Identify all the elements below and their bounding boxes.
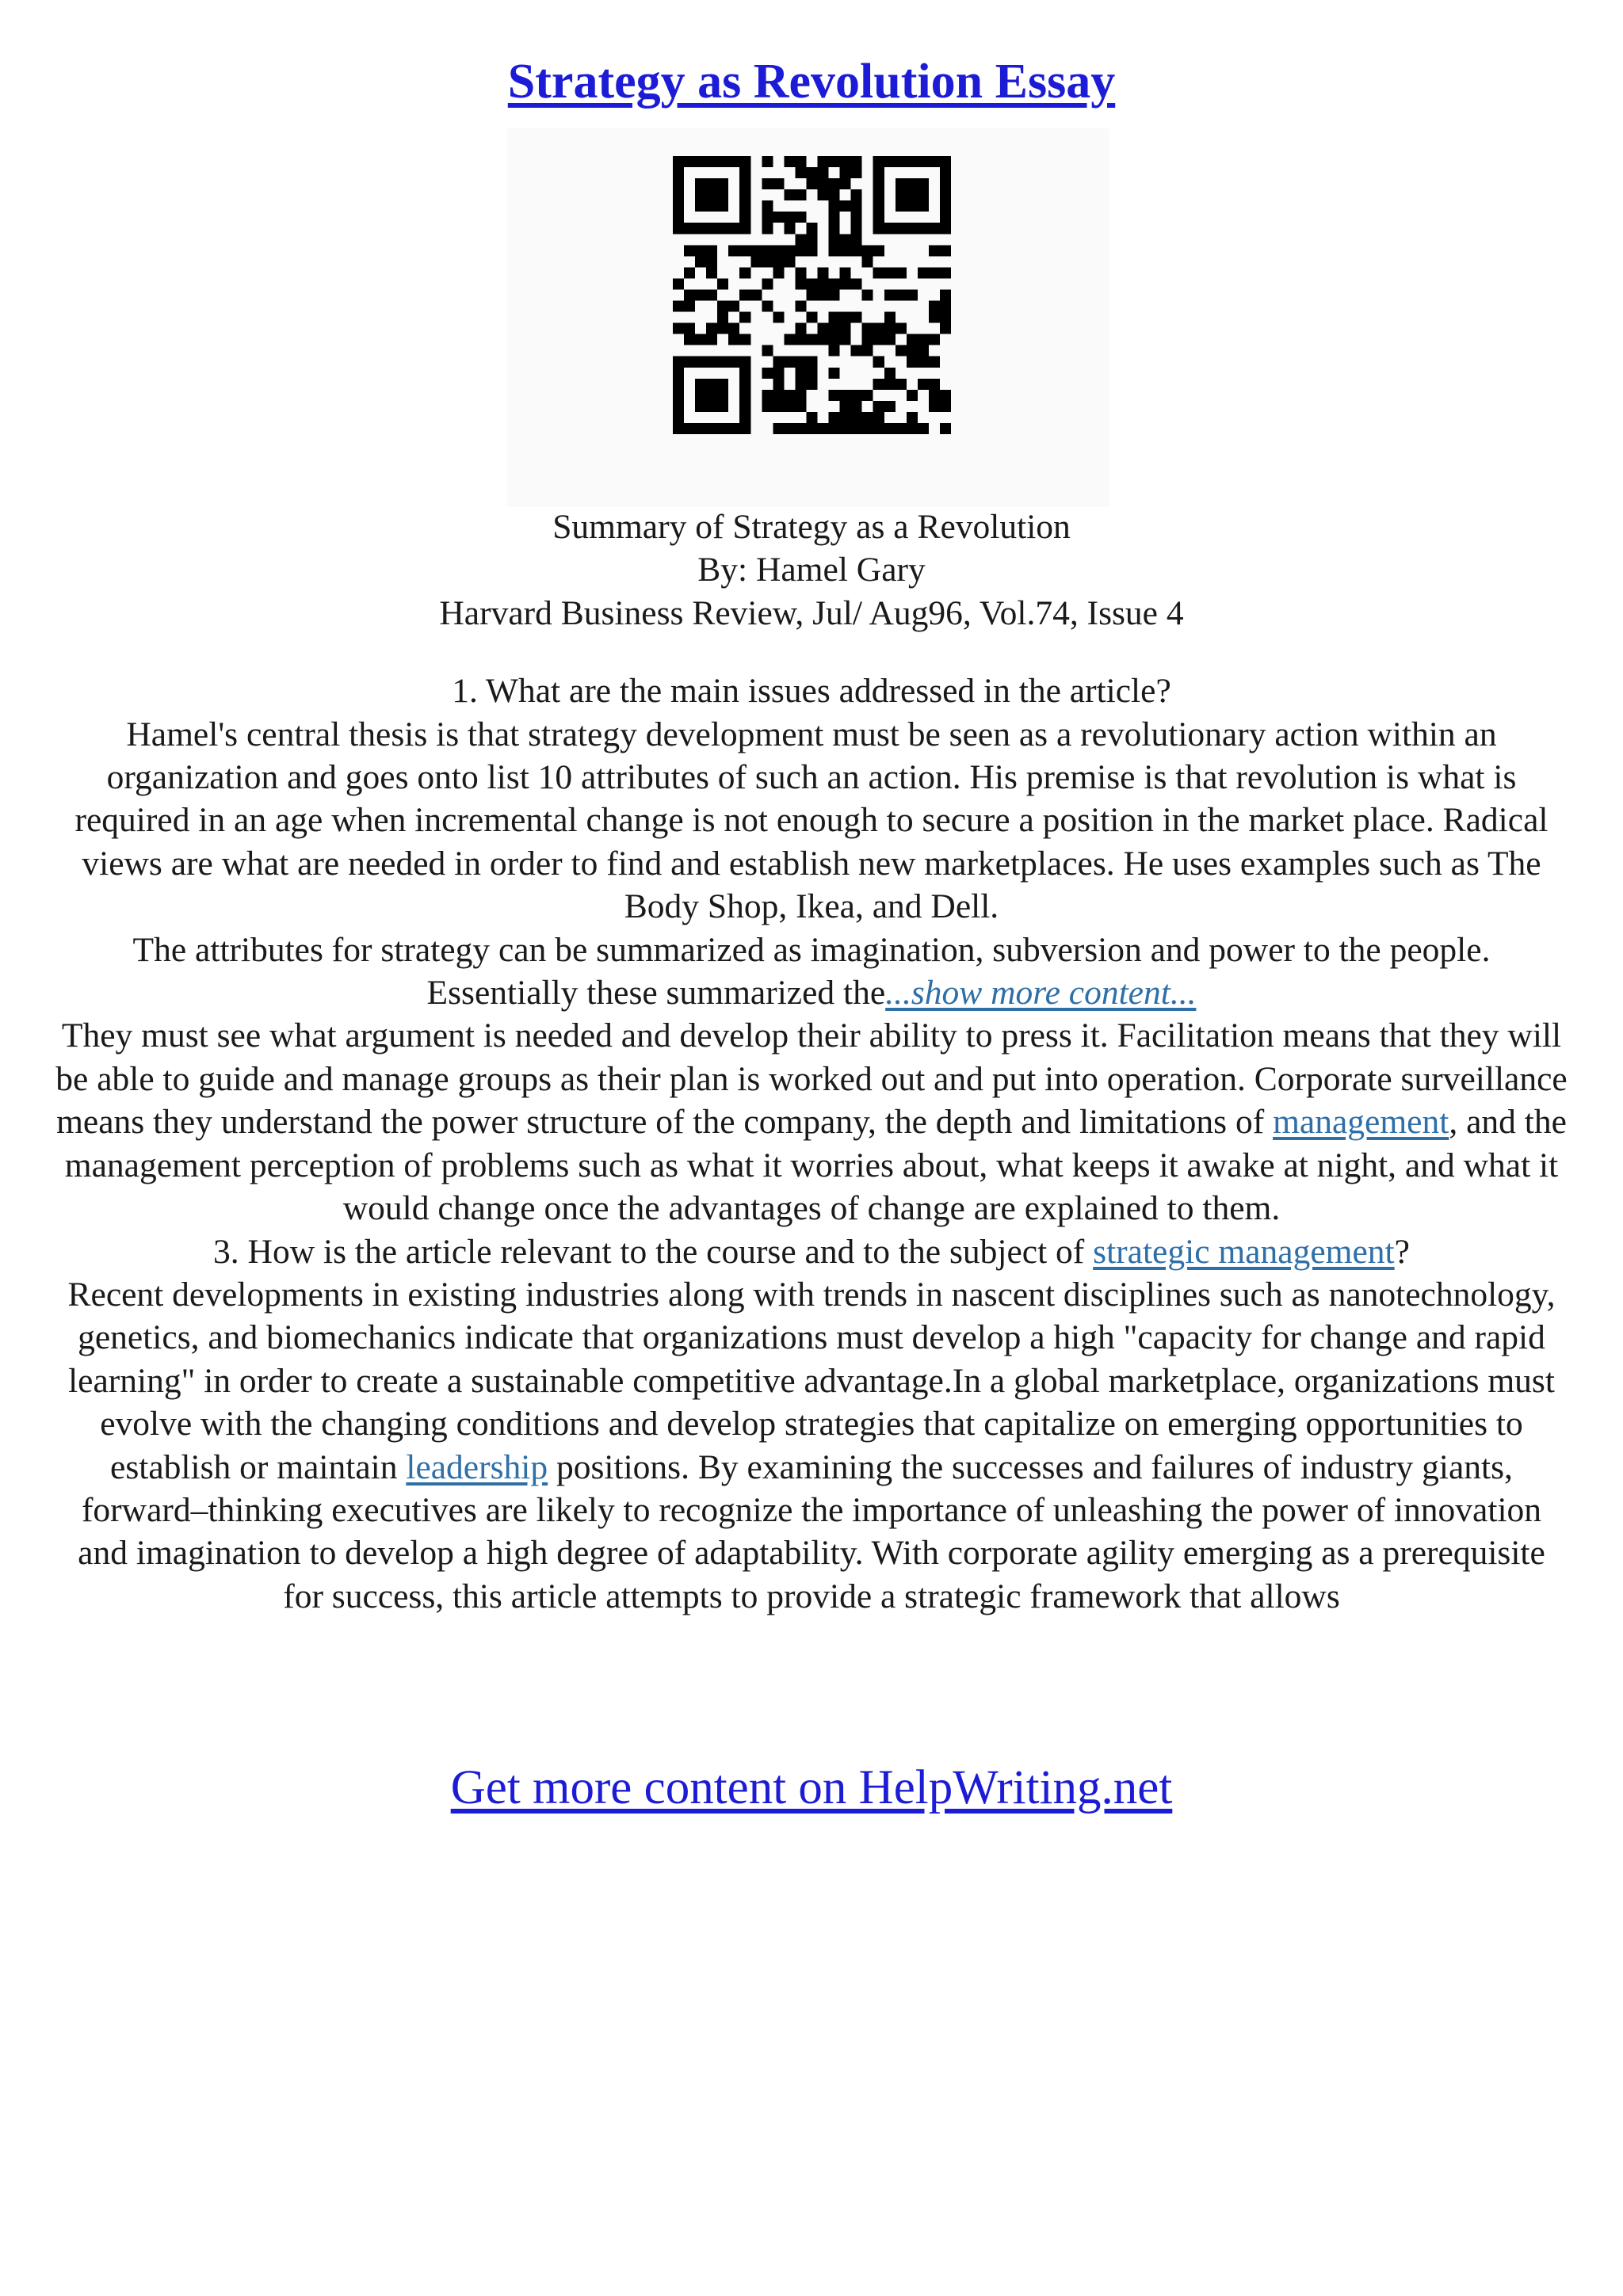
paragraph-4-text-b: positions. By examining the successes and failures of industry giants, forward–thinking executives are likely to recognize the importance of unleashing the power of innovation and imagination to develop a high degree of adaptability. With corporate agility emerging as a prerequisite for success, this article attempts to provide a strategic framework that allows	[78, 1447, 1545, 1615]
paragraph-1: Hamel's central thesis is that strategy development must be seen as a revolutionary action within an organization and goes onto list 10 attributes of such an action. His premise is that revolution is what is required in an age when incremental change is not enough to secure a position in the market place. Radical views are what are needed in order to find and establish new marketplaces. He uses examples such as The Body Shop, Ikea, and Dell.	[74, 715, 1549, 926]
show-more-link[interactable]: ...show more content...	[885, 974, 1197, 1013]
essay-body	[55, 505, 1568, 1618]
paragraph-2-text: Essentially these summarized the	[426, 974, 886, 1013]
title-link[interactable]: Strategy as Revolution Essay	[507, 55, 1116, 109]
summary-title: Summary of Strategy as a Revolution	[552, 508, 1071, 546]
management-link[interactable]: management	[1273, 1103, 1449, 1142]
spacer	[55, 635, 1568, 669]
byline: By: Hamel Gary	[697, 551, 926, 589]
paragraph-3	[55, 1014, 1568, 1230]
strategic-management-link[interactable]: strategic management	[1093, 1232, 1395, 1271]
paragraph-3-text-a: They must see what argument is needed and develop their ability to press it. Facilitation means that they will be able to guide and manage groups as their plan is worked out and put into operation. Corporate surveillance means they understand the power structure of the company, the depth and limitations of	[55, 1016, 1568, 1142]
question-3	[55, 1230, 1568, 1273]
cta-footer	[0, 1760, 1623, 1816]
helpwriting-link[interactable]: Get more content on HelpWriting.net	[450, 1761, 1173, 1814]
paragraph-2-line-1: The attributes for strategy can be summarized as imagination, subversion and power to the people.	[132, 930, 1491, 969]
question-3-text: 3. How is the article relevant to the course and to the subject of	[213, 1232, 1094, 1271]
source-citation: Harvard Business Review, Jul/ Aug96, Vol.74, Issue 4	[439, 593, 1184, 632]
question-1: 1. What are the main issues addressed in the article?	[452, 672, 1171, 711]
qr-code-icon	[673, 156, 951, 434]
paragraph-3-text-b: , and the management perception of problems such as what it worries about, what keeps it awake at night, and what it would change once the advantages of change are explained to them.	[64, 1103, 1567, 1228]
page-title	[0, 54, 1623, 110]
paragraph-4-text-a: Recent developments in existing industries along with trends in nascent disciplines such as nanotechnology, genetics, and biomechanics indicate that organizations must develop a high "capacity for change and rapid learning" in order to create a sustainable competitive advantage.In a global marketplace, organizations must evolve with the changing conditions and develop strategies that capitalize on emerging opportunities to establish or maintain	[67, 1275, 1556, 1486]
question-3-end: ?	[1394, 1232, 1410, 1271]
leadership-link[interactable]: leadership	[406, 1447, 548, 1486]
paragraph-2-line-2	[55, 971, 1568, 1014]
paragraph-4	[55, 1273, 1568, 1618]
